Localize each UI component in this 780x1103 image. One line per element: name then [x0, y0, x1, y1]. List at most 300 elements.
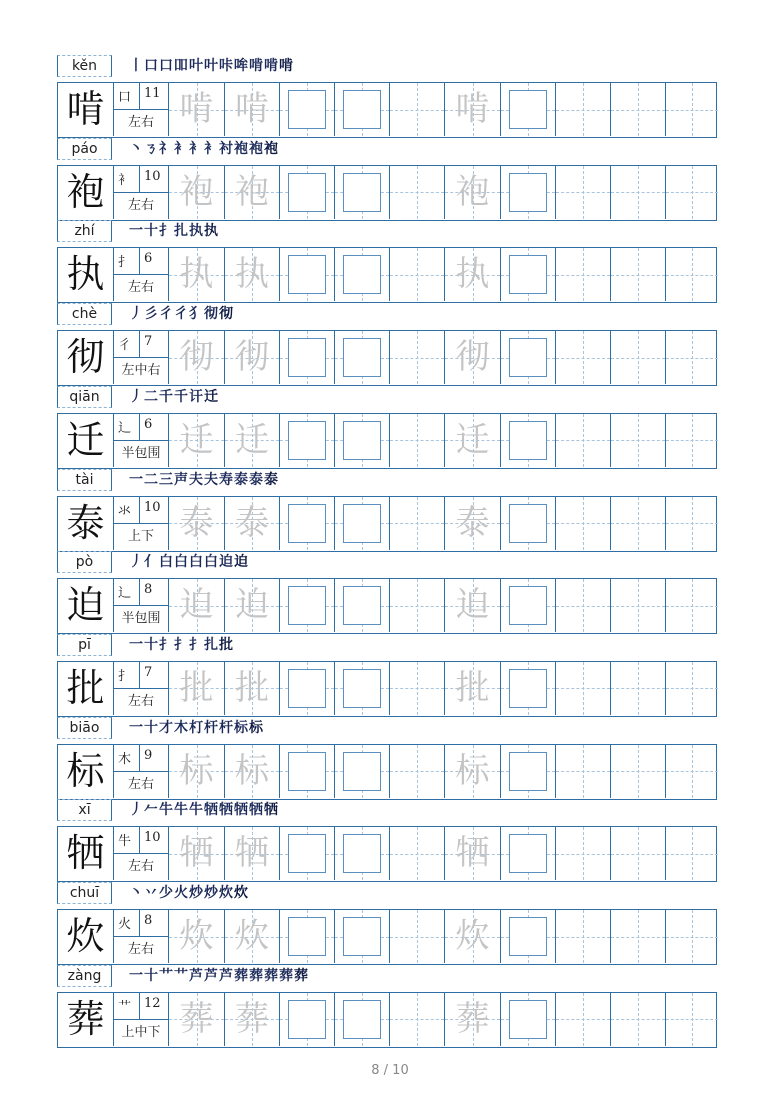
trace-character: 啃 — [455, 89, 490, 129]
stroke-step: 礻 — [159, 140, 173, 157]
guide-line-horizontal — [666, 771, 718, 772]
blank-grid-cell[interactable] — [389, 331, 444, 384]
stroke-step: 杆 — [219, 719, 233, 736]
stroke-step: 炊 — [219, 885, 233, 901]
writing-box[interactable] — [509, 173, 547, 212]
writing-box[interactable] — [343, 504, 381, 543]
stroke-step: 木 — [174, 719, 188, 736]
blank-grid-cell[interactable] — [665, 662, 718, 715]
stroke-step: 丿 — [129, 388, 143, 405]
stroke-step: 丿 — [129, 306, 143, 323]
trace-cell[interactable] — [168, 579, 224, 632]
trace-cell[interactable] — [444, 662, 500, 715]
structure-label: 左右 — [127, 280, 154, 296]
trace-character: 迁 — [455, 419, 490, 460]
stroke-step: 才 — [159, 719, 173, 736]
stroke-step: 叶 — [204, 58, 218, 74]
writing-box-cell[interactable] — [334, 910, 389, 963]
writing-box[interactable] — [509, 1000, 547, 1039]
writing-box-cell[interactable] — [334, 745, 389, 798]
trace-character: 迫 — [235, 585, 269, 626]
writing-box-cell[interactable] — [279, 993, 334, 1046]
stroke-step: 葬 — [249, 967, 263, 984]
pinyin-label: xī — [57, 799, 112, 821]
writing-box-cell[interactable] — [279, 662, 334, 715]
writing-box[interactable] — [288, 917, 326, 956]
blank-grid-cell[interactable] — [665, 910, 718, 963]
blank-grid-cell[interactable] — [665, 248, 718, 301]
writing-box[interactable] — [509, 421, 547, 460]
trace-character: 迫 — [455, 585, 490, 626]
blank-grid-cell[interactable] — [610, 331, 665, 384]
radical-label: 艹 — [118, 999, 132, 1015]
writing-box-cell[interactable] — [334, 497, 389, 550]
trace-cell[interactable] — [224, 662, 279, 715]
guide-line-horizontal — [390, 358, 444, 359]
character-info — [113, 166, 168, 219]
stroke-step: 口 — [144, 58, 158, 74]
stroke-count: 10 — [144, 830, 161, 846]
stroke-step: 扌 — [159, 636, 173, 653]
trace-cell[interactable] — [224, 331, 279, 384]
trace-cell[interactable] — [444, 166, 500, 219]
model-character — [58, 910, 113, 963]
blank-grid-cell[interactable] — [665, 993, 718, 1046]
writing-box[interactable] — [343, 834, 381, 873]
stroke-step: 十 — [144, 636, 158, 653]
writing-box[interactable] — [288, 173, 326, 212]
stroke-step: 葬 — [234, 967, 248, 984]
divider — [139, 248, 140, 274]
blank-grid-cell[interactable] — [610, 993, 665, 1046]
trace-cell[interactable] — [168, 248, 224, 301]
trace-cell[interactable] — [168, 166, 224, 219]
stroke-order — [129, 634, 609, 656]
guide-line-horizontal — [666, 523, 718, 524]
writing-box[interactable] — [288, 752, 326, 791]
stroke-step: 牺 — [234, 802, 248, 819]
trace-character: 啃 — [235, 89, 269, 129]
character-info — [113, 331, 168, 384]
blank-grid-cell[interactable] — [610, 745, 665, 798]
blank-grid-cell[interactable] — [389, 579, 444, 632]
stroke-step: 迁 — [204, 388, 218, 405]
writing-box[interactable] — [343, 1000, 381, 1039]
blank-grid-cell[interactable] — [389, 662, 444, 715]
writing-box[interactable] — [343, 421, 381, 460]
writing-box-cell[interactable] — [279, 331, 334, 384]
guide-line-horizontal — [611, 523, 665, 524]
writing-box-cell[interactable] — [500, 497, 555, 550]
stroke-order — [129, 138, 609, 160]
trace-cell[interactable] — [168, 331, 224, 384]
writing-box-cell[interactable] — [334, 331, 389, 384]
trace-cell[interactable] — [444, 331, 500, 384]
writing-box-cell[interactable] — [500, 745, 555, 798]
stroke-step: 牛 — [189, 802, 203, 819]
trace-cell[interactable] — [444, 579, 500, 632]
model-character-text: 批 — [66, 665, 105, 710]
trace-cell[interactable] — [224, 497, 279, 550]
writing-box[interactable] — [288, 504, 326, 543]
stroke-count: 12 — [144, 995, 161, 1011]
writing-box-cell[interactable] — [279, 414, 334, 467]
blank-grid-cell[interactable] — [555, 579, 610, 632]
trace-cell[interactable] — [224, 166, 279, 219]
structure-label: 左右 — [127, 776, 154, 792]
blank-grid-cell[interactable] — [555, 993, 610, 1046]
writing-box[interactable] — [288, 834, 326, 873]
stroke-step: 彳 — [174, 306, 188, 323]
trace-cell[interactable] — [444, 83, 500, 136]
trace-cell[interactable] — [444, 414, 500, 467]
stroke-step: 三 — [159, 471, 173, 488]
stroke-step: 炒 — [204, 885, 218, 901]
model-character-text: 牺 — [66, 831, 105, 876]
divider — [139, 497, 140, 523]
stroke-step: 少 — [159, 885, 173, 901]
writing-box-cell[interactable] — [279, 910, 334, 963]
blank-grid-cell[interactable] — [665, 579, 718, 632]
trace-character: 批 — [179, 667, 214, 708]
trace-character: 标 — [235, 750, 269, 791]
blank-grid-cell[interactable] — [665, 83, 718, 136]
stroke-step: 一 — [129, 636, 143, 653]
stroke-step: 杆 — [204, 719, 218, 736]
character-info — [113, 827, 168, 880]
trace-cell[interactable] — [224, 83, 279, 136]
trace-character: 批 — [235, 667, 269, 708]
trace-character: 泰 — [179, 502, 214, 543]
guide-line-horizontal — [666, 440, 718, 441]
blank-grid-cell[interactable] — [610, 83, 665, 136]
stroke-step: 葬 — [264, 967, 278, 984]
model-character-text: 泰 — [66, 500, 105, 545]
trace-character: 执 — [235, 254, 269, 295]
structure-label: 左右 — [127, 942, 154, 957]
trace-cell[interactable] — [224, 827, 279, 880]
blank-grid-cell[interactable] — [610, 248, 665, 301]
model-character — [58, 662, 113, 715]
practice-row — [57, 165, 717, 221]
writing-box[interactable] — [288, 421, 326, 460]
character-entry — [57, 634, 717, 717]
guide-line-horizontal — [611, 937, 665, 938]
structure-label: 半包围 — [121, 445, 161, 461]
guide-line-horizontal — [666, 192, 718, 193]
divider — [139, 827, 140, 853]
writing-box[interactable] — [509, 338, 547, 377]
trace-cell[interactable] — [224, 993, 279, 1046]
blank-grid-cell[interactable] — [665, 414, 718, 467]
trace-cell[interactable] — [224, 745, 279, 798]
blank-grid-cell[interactable] — [665, 827, 718, 880]
writing-box[interactable] — [343, 669, 381, 708]
blank-grid-cell[interactable] — [389, 414, 444, 467]
stroke-order — [129, 55, 609, 77]
trace-cell[interactable] — [444, 827, 500, 880]
stroke-step: 标 — [234, 719, 248, 736]
trace-character: 标 — [179, 750, 214, 791]
writing-box-cell[interactable] — [500, 993, 555, 1046]
writing-box-cell[interactable] — [334, 662, 389, 715]
blank-grid-cell[interactable] — [389, 83, 444, 136]
character-entry — [57, 220, 717, 303]
stroke-step: 执 — [189, 223, 203, 240]
stroke-step: 一 — [129, 223, 143, 240]
practice-row — [57, 744, 717, 800]
writing-box-cell[interactable] — [334, 83, 389, 136]
stroke-step: 白 — [204, 554, 218, 571]
blank-grid-cell[interactable] — [555, 745, 610, 798]
guide-line-horizontal — [556, 440, 610, 441]
writing-box[interactable] — [288, 255, 326, 294]
character-info — [113, 745, 168, 798]
blank-grid-cell[interactable] — [610, 414, 665, 467]
writing-box-cell[interactable] — [334, 993, 389, 1046]
writing-box[interactable] — [288, 90, 326, 129]
blank-grid-cell[interactable] — [665, 166, 718, 219]
writing-box-cell[interactable] — [334, 166, 389, 219]
structure-label: 左右 — [127, 115, 154, 130]
stroke-step: 衤 — [174, 140, 188, 157]
blank-grid-cell[interactable] — [389, 745, 444, 798]
trace-character: 袍 — [179, 171, 214, 212]
blank-grid-cell[interactable] — [555, 331, 610, 384]
trace-cell[interactable] — [168, 993, 224, 1046]
pinyin-label: pī — [57, 634, 112, 656]
stroke-step: 迫 — [219, 554, 233, 571]
stroke-order — [129, 469, 609, 491]
blank-grid-cell[interactable] — [555, 497, 610, 550]
blank-grid-cell[interactable] — [389, 993, 444, 1046]
writing-box[interactable] — [343, 173, 381, 212]
stroke-step: 泰 — [234, 471, 248, 488]
stroke-step: 衬 — [219, 140, 233, 157]
writing-box-cell[interactable] — [334, 248, 389, 301]
writing-box-cell[interactable] — [334, 579, 389, 632]
writing-box[interactable] — [509, 586, 547, 625]
trace-cell[interactable] — [224, 910, 279, 963]
stroke-step: 丷 — [144, 885, 158, 901]
blank-grid-cell[interactable] — [610, 579, 665, 632]
practice-row — [57, 826, 717, 882]
blank-grid-cell[interactable] — [389, 497, 444, 550]
writing-box-cell[interactable] — [500, 910, 555, 963]
trace-cell[interactable] — [444, 745, 500, 798]
guide-line-horizontal — [611, 688, 665, 689]
model-character-text: 葬 — [66, 996, 105, 1041]
stroke-order — [129, 799, 609, 821]
writing-box[interactable] — [288, 1000, 326, 1039]
writing-box-cell[interactable] — [500, 662, 555, 715]
blank-grid-cell[interactable] — [555, 662, 610, 715]
blank-grid-cell[interactable] — [665, 331, 718, 384]
trace-cell[interactable] — [168, 827, 224, 880]
trace-cell[interactable] — [168, 414, 224, 467]
writing-box-cell[interactable] — [500, 83, 555, 136]
blank-grid-cell[interactable] — [389, 910, 444, 963]
trace-cell[interactable] — [224, 579, 279, 632]
stroke-step: 啃 — [279, 58, 293, 74]
guide-line-horizontal — [390, 192, 444, 193]
stroke-step: 迫 — [234, 554, 248, 571]
character-entry — [57, 551, 717, 634]
writing-box[interactable] — [343, 917, 381, 956]
trace-character: 泰 — [455, 502, 490, 543]
writing-box[interactable] — [343, 338, 381, 377]
stroke-step: 一 — [129, 967, 143, 984]
writing-box[interactable] — [288, 669, 326, 708]
character-entry — [57, 965, 717, 1048]
writing-box-cell[interactable] — [279, 166, 334, 219]
trace-cell[interactable] — [168, 910, 224, 963]
writing-box-cell[interactable] — [279, 83, 334, 136]
blank-grid-cell[interactable] — [555, 248, 610, 301]
stroke-step: 白 — [189, 554, 203, 571]
model-character-text: 啃 — [66, 87, 105, 131]
writing-box[interactable] — [509, 752, 547, 791]
stroke-step: 袍 — [264, 140, 278, 157]
blank-grid-cell[interactable] — [610, 662, 665, 715]
blank-grid-cell[interactable] — [610, 910, 665, 963]
guide-line-horizontal — [611, 606, 665, 607]
stroke-step: 白 — [174, 554, 188, 571]
writing-box-cell[interactable] — [279, 497, 334, 550]
practice-row — [57, 909, 717, 965]
blank-grid-cell[interactable] — [555, 910, 610, 963]
blank-grid-cell[interactable] — [555, 83, 610, 136]
stroke-step: 啃 — [264, 58, 278, 74]
character-entry — [57, 717, 717, 800]
writing-box-cell[interactable] — [279, 827, 334, 880]
writing-box-cell[interactable] — [279, 745, 334, 798]
blank-grid-cell[interactable] — [610, 166, 665, 219]
stroke-order — [129, 220, 609, 242]
model-character-text: 迫 — [66, 583, 105, 628]
writing-box[interactable] — [509, 90, 547, 129]
structure-label: 半包围 — [121, 611, 161, 627]
blank-grid-cell[interactable] — [665, 745, 718, 798]
blank-grid-cell[interactable] — [555, 827, 610, 880]
stroke-step: 执 — [204, 223, 218, 240]
character-entry — [57, 799, 717, 882]
stroke-step: 牛 — [174, 802, 188, 819]
stroke-step: 哞 — [234, 58, 248, 74]
guide-line-horizontal — [390, 440, 444, 441]
trace-cell[interactable] — [168, 662, 224, 715]
guide-line-horizontal — [666, 358, 718, 359]
stroke-step: 火 — [174, 885, 188, 901]
blank-grid-cell[interactable] — [610, 827, 665, 880]
writing-box[interactable] — [509, 834, 547, 873]
radical-label: 彳 — [118, 338, 132, 354]
stroke-step: 讦 — [189, 388, 203, 405]
stroke-count: 10 — [144, 168, 161, 184]
writing-box-cell[interactable] — [279, 579, 334, 632]
blank-grid-cell[interactable] — [389, 827, 444, 880]
stroke-step: 泰 — [264, 471, 278, 488]
model-character-text: 彻 — [66, 335, 105, 380]
writing-box[interactable] — [509, 255, 547, 294]
trace-character: 炊 — [235, 916, 269, 956]
writing-box[interactable] — [343, 586, 381, 625]
writing-box[interactable] — [288, 586, 326, 625]
stroke-step: 艹 — [174, 967, 188, 984]
stroke-step: 袍 — [234, 140, 248, 157]
model-character-text: 炊 — [66, 914, 105, 958]
trace-cell[interactable] — [168, 83, 224, 136]
writing-box[interactable] — [509, 669, 547, 708]
divider — [139, 910, 140, 936]
writing-box-cell[interactable] — [334, 827, 389, 880]
writing-box-cell[interactable] — [279, 248, 334, 301]
stroke-step: 牺 — [204, 802, 218, 819]
trace-character: 炊 — [179, 916, 214, 956]
writing-box-cell[interactable] — [500, 166, 555, 219]
structure-label: 左右 — [127, 197, 154, 213]
writing-box[interactable] — [509, 917, 547, 956]
guide-line-horizontal — [390, 771, 444, 772]
writing-box[interactable] — [343, 90, 381, 129]
radical-label: 火 — [118, 917, 132, 932]
writing-box-cell[interactable] — [334, 414, 389, 467]
trace-cell[interactable] — [444, 910, 500, 963]
blank-grid-cell[interactable] — [665, 497, 718, 550]
guide-line-horizontal — [390, 606, 444, 607]
guide-line-horizontal — [556, 771, 610, 772]
character-info — [113, 248, 168, 301]
stroke-order — [129, 386, 609, 408]
writing-box[interactable] — [343, 255, 381, 294]
trace-cell[interactable] — [444, 993, 500, 1046]
guide-line-horizontal — [556, 854, 610, 855]
page-number: 8 / 10 — [371, 1063, 409, 1078]
blank-grid-cell[interactable] — [610, 497, 665, 550]
trace-cell[interactable] — [444, 497, 500, 550]
practice-row — [57, 578, 717, 634]
writing-box-cell[interactable] — [500, 827, 555, 880]
writing-box-cell[interactable] — [500, 579, 555, 632]
guide-line-horizontal — [556, 275, 610, 276]
writing-box-cell[interactable] — [500, 331, 555, 384]
trace-cell[interactable] — [168, 497, 224, 550]
stroke-step: 寿 — [219, 471, 233, 488]
trace-cell[interactable] — [224, 414, 279, 467]
writing-box-cell[interactable] — [500, 414, 555, 467]
pinyin-label: tài — [57, 469, 112, 491]
trace-cell[interactable] — [444, 248, 500, 301]
model-character — [58, 83, 113, 136]
trace-character: 袍 — [455, 171, 490, 212]
blank-grid-cell[interactable] — [389, 248, 444, 301]
writing-box[interactable] — [343, 752, 381, 791]
trace-cell[interactable] — [224, 248, 279, 301]
guide-line-horizontal — [666, 688, 718, 689]
writing-box[interactable] — [288, 338, 326, 377]
blank-grid-cell[interactable] — [555, 166, 610, 219]
radical-label: 辶 — [118, 586, 132, 602]
stroke-step: 十 — [144, 967, 158, 984]
writing-box-cell[interactable] — [500, 248, 555, 301]
divider — [139, 83, 140, 109]
trace-cell[interactable] — [168, 745, 224, 798]
guide-line-horizontal — [611, 771, 665, 772]
stroke-step: 丶 — [129, 885, 143, 901]
writing-box[interactable] — [509, 504, 547, 543]
blank-grid-cell[interactable] — [555, 414, 610, 467]
blank-grid-cell[interactable] — [389, 166, 444, 219]
